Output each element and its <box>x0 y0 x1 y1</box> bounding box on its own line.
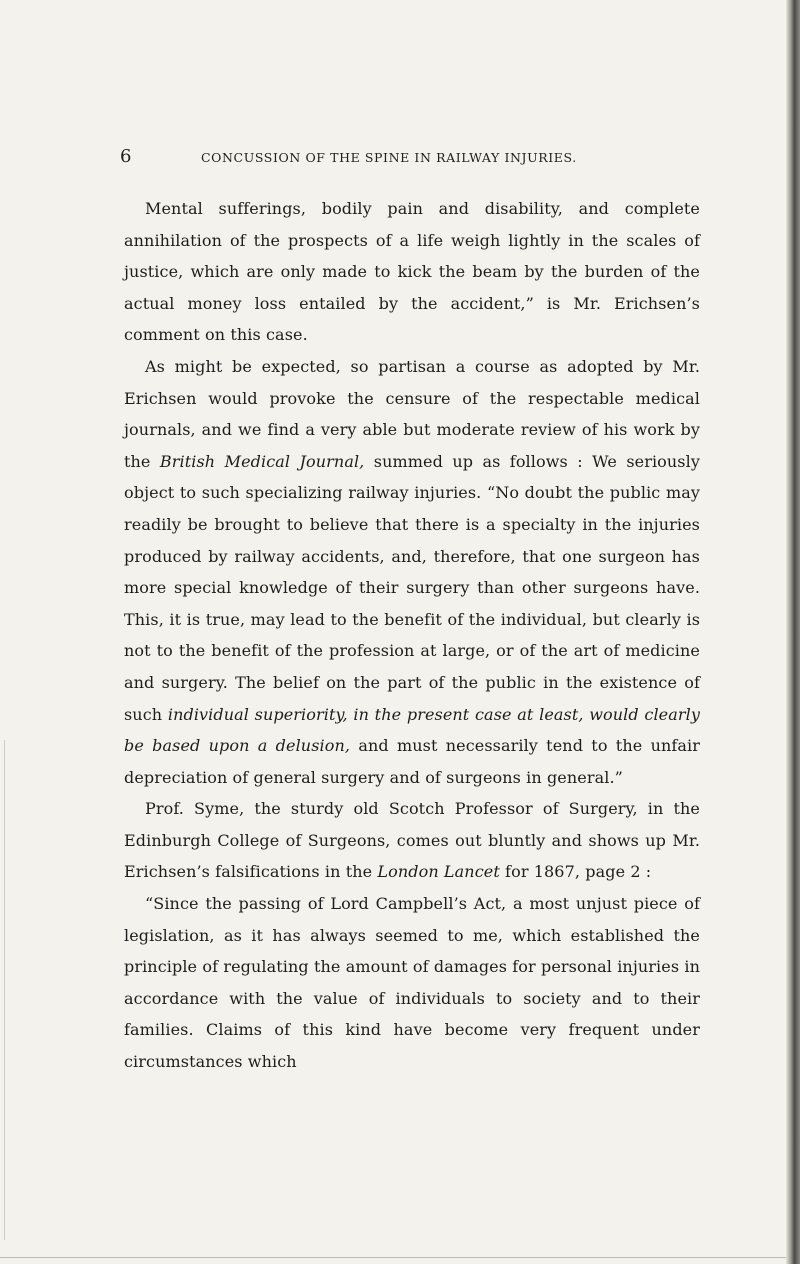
running-title: CONCUSSION OF THE SPINE IN RAILWAY INJURIES. <box>201 150 577 165</box>
journal-title-london-lancet: London Lancet <box>377 862 500 882</box>
paragraph-3-text-b: for 1867, page 2 : <box>499 862 652 882</box>
page-header <box>120 148 700 168</box>
paragraph-2-text-a: As might be expected, so partisan a course as adopted by Mr. Erichsen would provoke the censure of the respectable medical journals, and we find a very able but moderate review of his work by the <box>124 356 700 471</box>
bottom-edge-line <box>0 1257 800 1258</box>
paragraph-4-text: “Since the passing of Lord Campbell’s Act, a most unjust piece of legislation, as it has always seemed to me, which established the principle of regulating the amount of damages for personal injuries in accordance with the value of individuals to society and to their families. Claims of this kind have become very frequent under circumstances which <box>124 894 700 1072</box>
page-number: 6 <box>120 146 133 167</box>
paragraph-2-text-b: summed up as follows : We seriously object to such specializing railway injuries. “No doubt the public may readily be brought to believe that there is a specialty in the injuries produced by railway accidents, and, therefore, that one surgeon has more special knowledge of their surgery than other surgeons have. This, it is true, may lead to the benefit of the individual, but clearly is not to the benefit of the profession at large, or of the art of medicine and surgery. The belief on the part of the public in the existence of such <box>124 451 700 724</box>
paragraph-1-text: Mental sufferings, bodily pain and disability, and complete annihilation of the prospects of a life weigh lightly in the scales of justice, which are only made to kick the beam by the burden of the actual money loss entailed by the accident,” is Mr. Erichsen’s comment on this case. <box>124 199 700 345</box>
paragraph-1 <box>124 193 700 351</box>
left-margin-mark <box>4 740 5 1240</box>
page-right-edge-shadow <box>786 0 800 1264</box>
paragraph-3-text-a: Prof. Syme, the sturdy old Scotch Professor of Surgery, in the Edinburgh College of Surgeons, comes out bluntly and shows up Mr. Erichsen’s falsifications in the <box>124 799 700 882</box>
paragraph-4 <box>124 888 700 1078</box>
body-text <box>124 193 700 1078</box>
paragraph-3 <box>124 793 700 888</box>
paragraph-2-italic-quote: individual superiority, in the present case at least, would clearly be based upon a delusion, <box>124 704 700 756</box>
journal-title-british-medical: British Medical Journal, <box>159 451 365 471</box>
paragraph-2-text-c: and must necessarily tend to the unfair depreciation of general surgery and of surgeons in general.” <box>124 736 701 787</box>
paragraph-2 <box>124 351 700 793</box>
